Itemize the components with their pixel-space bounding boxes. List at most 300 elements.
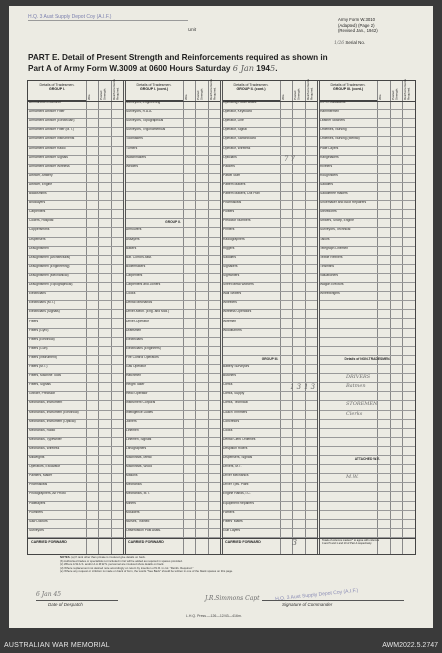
row-label: Electricians (126, 337, 143, 341)
row-label: Wireless Operators (223, 310, 252, 314)
table-row (125, 383, 220, 392)
subcolumn-header: Posted Strength. (390, 87, 399, 100)
table-row (319, 156, 415, 165)
totals-note: Totals of columns marked * to agree with columns 4 and 5 and 1 and 10 of Part A respectively. (322, 539, 380, 545)
table-row (125, 110, 220, 119)
row-label: Fire Control Operators (126, 355, 159, 359)
table-row (28, 429, 123, 438)
row-label: Engine Hands, I.C. (223, 492, 251, 496)
row-label: Armament Artificer Signals (29, 155, 68, 159)
table-row (222, 392, 317, 401)
table-row (125, 492, 220, 501)
note-a: (a) If rank other than private is involved give details on back. (71, 555, 146, 559)
row-label: Gun Layers (223, 528, 241, 532)
row-label: Cooks (223, 428, 233, 432)
unit-stamp: H.Q. 3 Aust Supply Depot Coy (A.I.F.) (28, 14, 188, 21)
row-label: Woodturners (223, 328, 242, 332)
row-label: Grinder, Precision (29, 392, 56, 396)
table-row (125, 274, 220, 283)
table-row (319, 383, 415, 392)
table-row (222, 429, 317, 438)
carried-forward-label: CARRIED FORWARD (31, 540, 67, 544)
table-row (222, 365, 317, 374)
table-row (319, 110, 415, 119)
serial-number (334, 40, 365, 46)
row-label: Surveyors, Trigonometrical (126, 128, 166, 132)
table-row (222, 465, 317, 474)
row-label: Radiographers (223, 237, 245, 241)
archive-reference: AWM2022.5.2747 (382, 642, 438, 649)
table-row (125, 420, 220, 429)
group-header: GROUP I. (cont.) (139, 87, 169, 92)
row-label: Carpenters (29, 210, 46, 214)
table-row (222, 274, 317, 283)
signature-line (262, 600, 404, 601)
table-row (28, 201, 123, 210)
table-row (319, 320, 415, 329)
table-row (125, 256, 220, 265)
table-row (222, 401, 317, 410)
row-label: Fitters' Mates (223, 519, 243, 523)
date-line (36, 600, 118, 601)
table-row (222, 183, 317, 192)
despatch-date-handwritten: 6 Jan 45 (36, 591, 62, 598)
table-row (222, 238, 317, 247)
row-label: Wheelers (223, 301, 237, 305)
row-label: Linemen, Signals (126, 437, 152, 441)
row-label: Boilermakers (126, 264, 146, 268)
table-row (125, 238, 220, 247)
row-label: Armament Artificer Fitter (29, 110, 65, 114)
table-row (125, 456, 220, 465)
row-label: Armourers (126, 228, 142, 232)
row-label: Tinsmiths (320, 264, 334, 268)
row-label: Nurses, Trained (126, 519, 150, 523)
row-label: Concretors (223, 419, 240, 423)
row-label: Armament Artificer Instruments (29, 137, 75, 141)
table-row (222, 520, 317, 529)
row-label: Wall Sewers (223, 292, 242, 296)
subcolumn-header: W.E. (184, 93, 188, 100)
row-label: Clerks, Technical (223, 401, 248, 405)
row-label: Electricians (M.T.) (29, 301, 56, 305)
table-row (222, 529, 317, 538)
row-label: Bat. Comd's Asst. (126, 255, 152, 259)
table-row (28, 520, 123, 529)
row-label: Hatchmen (126, 374, 142, 378)
table-row (319, 247, 415, 256)
table-row (222, 228, 317, 237)
table-row (125, 338, 220, 347)
row-label: Plate Layers (320, 146, 339, 150)
table-row (319, 465, 415, 474)
table-row (125, 411, 220, 420)
table-row (28, 137, 123, 146)
table-row (222, 502, 317, 511)
signature-handwritten: J.R.Simmons Capt (205, 595, 260, 602)
table-row (319, 511, 415, 520)
table-row (125, 483, 220, 492)
group-divider (317, 81, 318, 554)
row-label: Fitters (Electrical) (29, 337, 55, 341)
row-label: Electricians (Signals) (29, 310, 60, 314)
row-label: Printers (223, 228, 235, 232)
row-label: Signallers (223, 264, 238, 268)
row-label: Tailors (320, 237, 330, 241)
table-row (125, 365, 220, 374)
table-row (222, 219, 317, 228)
table-row (28, 401, 123, 410)
table-row (319, 520, 415, 529)
table-row (28, 474, 123, 483)
date-of-despatch-label: Date of Despatch (48, 602, 83, 607)
table-row (222, 310, 317, 319)
table-row (222, 483, 317, 492)
row-label: Armament Artificer (Electrician) (29, 119, 75, 123)
row-label: Watchmakers (126, 155, 147, 159)
row-label: Signwriters (223, 273, 240, 277)
handwritten-entry: STOREMEN (346, 401, 378, 408)
form-revised: (Revised Jan., 1942) (338, 28, 378, 33)
notes (60, 556, 400, 574)
table-row (222, 347, 317, 356)
row-label: Height Taker (126, 383, 145, 387)
details-header: Details of Tradesmen. (136, 83, 172, 87)
table-row (125, 210, 220, 219)
table-row (125, 156, 220, 165)
table-row (222, 374, 317, 383)
column-header-c3 (222, 81, 280, 101)
table-row (222, 119, 317, 128)
row-label: Fitters, Signals (29, 383, 51, 387)
row-label: Mechanics (126, 483, 142, 487)
row-label: Draughtsmen (Architectural) (29, 255, 71, 259)
table-row (319, 165, 415, 174)
table-row (28, 447, 123, 456)
table-row (222, 101, 317, 110)
row-label: Bakers (126, 246, 137, 250)
table-row (222, 492, 317, 501)
table-row (319, 420, 415, 429)
title-year-handwritten: 5 (269, 63, 276, 73)
table-row (125, 474, 220, 483)
details-header: Details of Tradesmen. (330, 83, 366, 87)
row-label: Saddlers (223, 255, 237, 259)
table-row (222, 110, 317, 119)
table-row (319, 119, 415, 128)
row-label: Operating Room Assts. (223, 101, 257, 104)
row-label: Mechanics, Typewriter (29, 437, 62, 441)
table-row (28, 165, 123, 174)
table-row (222, 356, 317, 365)
row-label: Carpenters (126, 273, 143, 277)
row-label: Draughtsmen (29, 246, 49, 250)
group-divider (220, 81, 221, 554)
table-row (319, 429, 415, 438)
table-row (319, 137, 415, 146)
table-row (222, 247, 317, 256)
table-row (222, 256, 317, 265)
table-row (319, 101, 415, 110)
row-label: Toolmakers (126, 137, 143, 141)
row-label: Fitters (Gun) (29, 346, 48, 350)
row-label: Assayers (126, 237, 140, 241)
strength-table (27, 80, 416, 555)
row-label: Helio Operator (126, 392, 148, 396)
row-label: Equipment Repairers (223, 501, 254, 505)
table-row (28, 456, 123, 465)
table-row (125, 511, 220, 520)
subcolumn-header: W.E. (281, 93, 285, 100)
row-label: Mechanics, Wireless (29, 446, 60, 450)
row-label: Battery Surveyors (223, 365, 250, 369)
row-label: Rangetakers (320, 155, 339, 159)
table-row (319, 265, 415, 274)
table-row (222, 192, 317, 201)
row-label: Artificer, Engine (29, 182, 53, 186)
row-label: Armament Artificer Radio (29, 146, 66, 150)
row-label: Surveyors (29, 528, 44, 532)
table-row (28, 392, 123, 401)
row-label: Lithographers (126, 446, 147, 450)
carried-forward-rule (28, 538, 415, 539)
table-row (28, 411, 123, 420)
table-row (125, 174, 220, 183)
title-line-2: Part A of Army Form W.3009 at 0600 Hours Saturday 6 Jan 1945. (28, 63, 278, 73)
row-label: Miners (126, 501, 136, 505)
row-label: Observation Post Assts. (126, 528, 161, 532)
table-row (125, 292, 220, 301)
table-row (319, 310, 415, 319)
table-row (28, 156, 123, 165)
table-row (319, 147, 415, 156)
row-label: GROUP III. (261, 356, 279, 361)
row-label: Stevedores (320, 210, 337, 214)
row-label: Wagon Erectors (320, 283, 344, 287)
table-row (125, 265, 220, 274)
row-label: Armament Artificer Fitter (M.T.) (29, 128, 74, 132)
table-row (319, 474, 415, 483)
row-label: Operator, Wireless (223, 146, 251, 150)
table-row (319, 228, 415, 237)
row-label: Packers (223, 164, 235, 168)
table-row (125, 429, 220, 438)
table-row (28, 292, 123, 301)
row-label: Driver-Mech. (Eng. and Mcd.) (126, 310, 170, 314)
title-line-2-text: Part A of Army Form W.3009 at 0600 Hours Saturday (28, 64, 231, 73)
table-row (319, 301, 415, 310)
row-label: Surveyors, R.A.A. (126, 110, 153, 114)
row-label: Mechanics, M.T. (126, 492, 150, 496)
row-label: Cooks (126, 292, 136, 296)
table-row (28, 374, 123, 383)
table-row (222, 447, 317, 456)
table-row (28, 274, 123, 283)
row-label: Carpenters and Joiners (126, 283, 161, 287)
row-label: Orderlies, Nursing (Mental) (320, 137, 360, 141)
note-e: (e) Where any request or criticism is made on back of form, the words "See Back" should be written in one of the blank spaces on this page. (60, 569, 233, 574)
subcolumn-header: Posted Strength. (99, 87, 107, 100)
row-label: Operator, Line (223, 119, 244, 123)
table-row (319, 447, 415, 456)
row-label: Artificer, Artillery (29, 173, 53, 177)
table-row (125, 147, 220, 156)
table-row (28, 338, 123, 347)
handwritten-entry: 1 3 (304, 383, 316, 392)
table-row (222, 329, 317, 338)
table-row (222, 147, 317, 156)
row-label: Textile Refiners (320, 255, 343, 259)
row-label: Strikers, Sharp, Engine (320, 219, 354, 223)
handwritten-entry: M.W. (346, 474, 359, 481)
subcolumn-header: Reinforcements Required. (208, 78, 217, 100)
table-row (319, 283, 415, 292)
row-label: Masons (126, 474, 138, 478)
subcolumn-header: Reinforcements Required. (305, 78, 314, 100)
table-row (319, 274, 415, 283)
row-label: Welders (126, 164, 139, 168)
table-row (125, 137, 220, 146)
row-label: Riggers (223, 246, 235, 250)
table-row (28, 283, 123, 292)
row-label: Ammunition Examiner (29, 101, 62, 104)
table-row (222, 320, 317, 329)
table-row (28, 101, 123, 110)
row-label: Linemen (126, 428, 139, 432)
table-row (319, 356, 415, 365)
table-row (28, 219, 123, 228)
carried-forward-label: CARRIED FORWARD (225, 540, 261, 544)
group-divider (123, 81, 124, 554)
row-label: Operator, Keyboard (223, 110, 252, 114)
row-label: Dental Clerk Orderlies (223, 437, 256, 441)
row-label: Millwrights (29, 456, 45, 460)
row-label: Despatch Riders (223, 446, 248, 450)
table-row (222, 301, 317, 310)
table-row (125, 320, 220, 329)
table-row (222, 338, 317, 347)
notes-title: NOTES. (60, 555, 71, 559)
unit-stamp-footer: H.Q. 3 Aust Supply Depot Coy (A.I.F.) (274, 587, 359, 603)
table-row (319, 502, 415, 511)
table-row (222, 210, 317, 219)
table-row (125, 183, 220, 192)
row-label: Pattern Makers (223, 182, 246, 186)
note-b: (b) Authorised trades or specialists not included in list will be added as required in spaces provided. (60, 558, 183, 563)
table-row (222, 383, 317, 392)
row-label: Operator, Signal (223, 128, 247, 132)
table-row (319, 256, 415, 265)
group-divider (319, 81, 320, 554)
row-label: Clerks, Supply (223, 392, 245, 396)
table-row (125, 310, 220, 319)
row-label: Gas Operator (126, 365, 146, 369)
row-label: Pharmacists (29, 483, 48, 487)
table-row (222, 128, 317, 137)
group-header: GROUP II. (cont.) (236, 87, 266, 92)
note-d: (d) Where replacement not desired note accordingly on return by insertion of N.R. in col. "Reinfs. Required." (60, 565, 194, 570)
table-row (28, 192, 123, 201)
row-label: Pastel Staff (223, 173, 240, 177)
row-label: Coppersmiths (29, 228, 50, 232)
handwritten-entry: Clerks (346, 410, 363, 417)
table-row (28, 183, 123, 192)
row-label: Dispensers (29, 237, 46, 241)
row-label: Joiners (126, 419, 137, 423)
row-label: Machinists, Wood (126, 465, 152, 469)
row-label: Surveyors, Engineering (126, 101, 161, 104)
row-label: Painters, Maker (29, 474, 53, 478)
row-label: Driver Mechanics (223, 474, 249, 478)
handwritten-entry: 7 7 (284, 154, 296, 163)
row-label: Saddletree makers (320, 192, 348, 196)
serial-handwritten: 1/26 (334, 41, 345, 46)
row-label: Mechanics, Radio (29, 428, 56, 432)
row-label: Plotters (223, 210, 235, 214)
row-label: Fitters (Gyro) (29, 328, 49, 332)
row-label: Machinists, Metal (126, 456, 152, 460)
row-label: Armament Artificer Wireless (29, 164, 70, 168)
table-row (125, 447, 220, 456)
title-line-1: PART E. Detail of Present Strength and Reinforcements required as shown in (28, 53, 328, 62)
table-row (319, 183, 415, 192)
table-row (222, 265, 317, 274)
handwritten-entry: 1 3 (290, 383, 302, 392)
table-row (28, 119, 123, 128)
row-label: Fitters (M.T.) (29, 365, 48, 369)
table-row (28, 383, 123, 392)
table-row (319, 438, 415, 447)
table-row (222, 474, 317, 483)
table-row (125, 301, 220, 310)
subcolumn-header: Reinforcements Required. (403, 78, 411, 100)
group-divider (222, 81, 223, 554)
form-adapted: (Adapted) (Page 2) (338, 22, 375, 28)
title-year: 194 (256, 64, 270, 73)
row-label: Driver Tpts. Plant (223, 483, 249, 487)
row-label: Platelayers (29, 501, 46, 505)
row-label: Saddlers (320, 182, 334, 186)
table-row (28, 502, 123, 511)
table-row (125, 119, 220, 128)
row-label: Clerks (223, 383, 233, 387)
table-row (125, 192, 220, 201)
table-row (222, 156, 317, 165)
table-row (28, 256, 123, 265)
table-row (222, 438, 317, 447)
table-row (319, 292, 415, 301)
table-row (125, 347, 220, 356)
table-row (125, 374, 220, 383)
table-row (319, 411, 415, 420)
table-row (222, 165, 317, 174)
row-label: Riveters (320, 164, 333, 168)
note-c: (c) Where A.W.A.S. and/or A.A.M.W.S. personnel are involved show details on back. (60, 562, 165, 567)
row-label: Farriers (223, 510, 235, 514)
row-label: Sheet Metal Workers (223, 283, 254, 287)
table-row (125, 502, 220, 511)
row-label: Pattern Makers, Dot Plan (223, 192, 260, 196)
table-row (125, 465, 220, 474)
row-label: Plumbers (29, 510, 43, 514)
table-row (28, 329, 123, 338)
row-label: Fitters (29, 319, 39, 323)
table-row (319, 210, 415, 219)
table-row (28, 247, 123, 256)
table-row (222, 411, 317, 420)
signature-label: Signature of Commander (282, 602, 333, 607)
details-header: Details of Tradesmen. (233, 83, 269, 87)
